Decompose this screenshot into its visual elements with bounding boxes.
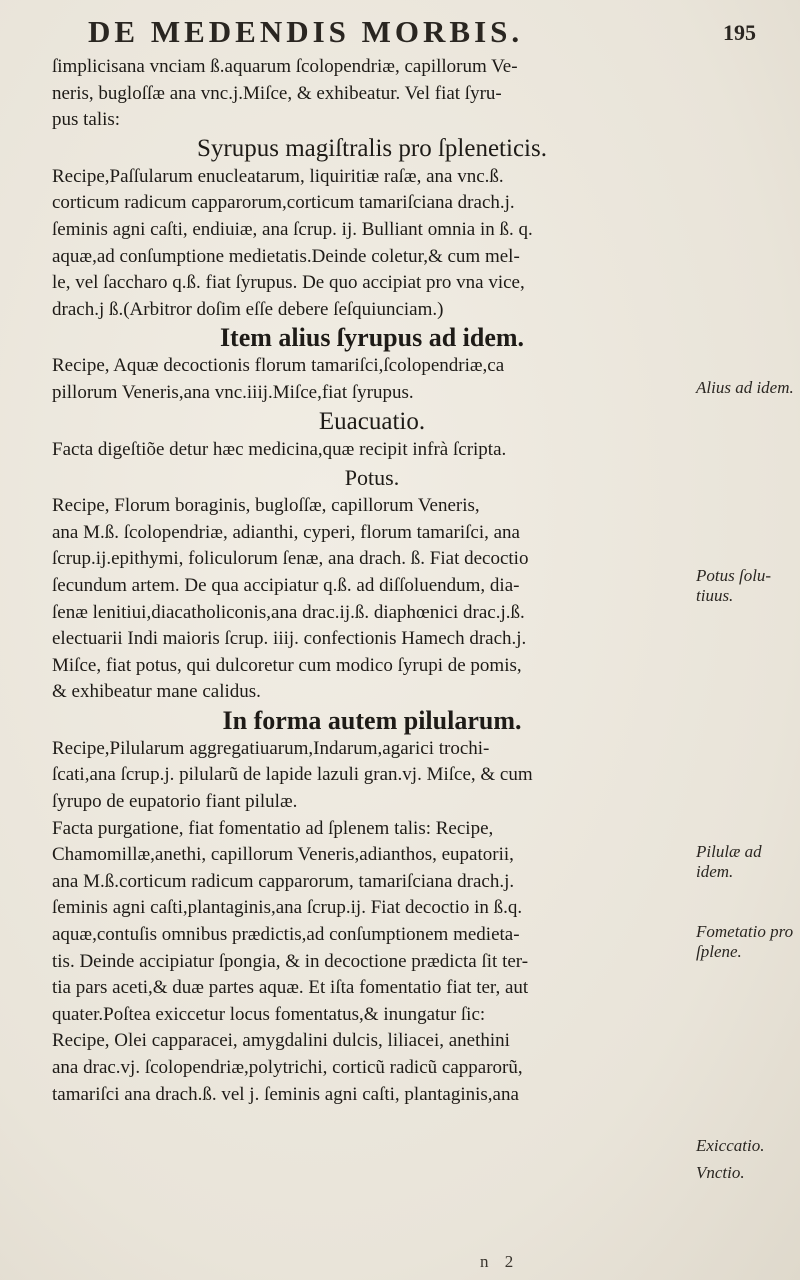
- text-line: Recipe, Olei capparacei, amygdalini dulcis, liliacei, anethini: [52, 1030, 510, 1052]
- text-line: neris, bugloſſæ ana vnc.j.Miſce, & exhibeatur. Vel fiat ſyru-: [52, 82, 502, 104]
- text-line: Facta digeſtiõe detur hæc medicina,quæ recipit infrà ſcripta.: [52, 438, 507, 460]
- margin-note-vnctio: Vnctio.: [696, 1163, 745, 1182]
- text-line: pus talis:: [52, 109, 121, 131]
- margin-note-fomentatio: Fometatio pro ſplene.: [696, 922, 794, 961]
- margin-note-exiccatio: Exiccatio.: [696, 1136, 765, 1155]
- text-line: le, vel ſaccharo q.ß. fiat ſyrupus. De quo accipiat pro vna vice,: [52, 272, 525, 294]
- text-line: ana M.ß. ſcolopendriæ, adianthi, cyperi, florum tamariſci, ana: [52, 521, 520, 543]
- section-heading: In forma autem pilularum.: [222, 705, 522, 735]
- text-line: & exhibeatur mane calidus.: [52, 681, 261, 703]
- page-number: 195: [723, 20, 756, 45]
- section-heading: Euacuatio.: [318, 407, 426, 435]
- body-text: [52, 54, 692, 1108]
- margin-note-pilulae: Pilulæ ad idem.: [696, 842, 762, 881]
- text-line: drach.j ß.(Arbitror doſim eſſe debere ſeſquiunciam.): [52, 298, 444, 320]
- text-line: ſyrupo de eupatorio fiant pilulæ.: [52, 791, 298, 813]
- text-line: tis. Deinde accipiatur ſpongia, & in decoctione prædicta ſit ter-: [52, 950, 529, 972]
- text-line: ſecundum artem. De qua accipiatur q.ß. ad diſſoluendum, dia-: [52, 574, 520, 596]
- text-line: corticum radicum capparorum,corticum tamariſciana drach.j.: [52, 192, 515, 214]
- text-line: ana drac.vj. ſcolopendriæ,polytrichi, corticũ radicũ capparorũ,: [52, 1057, 523, 1078]
- text-line: Recipe,Pilularum aggregatiuarum,Indarum,agarici trochi-: [52, 737, 490, 759]
- text-line: Miſce, fiat potus, qui dulcoretur cum modico ſyrupi de pomis,: [52, 654, 522, 676]
- signature-mark: n 2: [480, 1252, 520, 1271]
- text-line: ſeminis agni caſti,plantaginis,ana ſcrup.ij. Fiat decoctio in ß.q.: [52, 897, 523, 919]
- text-line: tia pars aceti,& duæ partes aquæ. Et iſta fomentatio fiat ter, aut: [52, 977, 529, 999]
- running-head: DE MEDENDIS MORBIS.: [88, 14, 524, 49]
- text-line: Recipe,Paſſularum enucleatarum, liquiritiæ raſæ, ana vnc.ß.: [52, 165, 504, 187]
- text-line: pillorum Veneris,ana vnc.iiij.Miſce,fiat ſyrupus.: [52, 381, 414, 403]
- text-line: aquæ,ad conſumptione medietatis.Deinde coletur,& cum mel-: [52, 245, 520, 267]
- text-line: quater.Poſtea exiccetur locus fomentatus,& inungatur ſic:: [52, 1003, 486, 1025]
- text-line: ſcrup.ij.epithymi, foliculorum ſenæ, ana drach. ß. Fiat decoctio: [52, 548, 529, 570]
- text-line: Chamomillæ,anethi, capillorum Veneris,adianthos, eupatorii,: [52, 844, 514, 866]
- text-line: ſenæ lenitiui,diacatholiconis,ana drac.ij.ß. diaphœnici drac.j.ß.: [52, 601, 525, 623]
- text-line: ſimplicisana vnciam ß.aquarum ſcolopendriæ, capillorum Ve-: [52, 56, 518, 77]
- text-line: Recipe, Aquæ decoctionis florum tamariſci,ſcolopendriæ,ca: [52, 355, 505, 377]
- text-line: Facta purgatione, fiat fomentatio ad ſplenem talis: Recipe,: [52, 817, 494, 839]
- text-line: tamariſci ana drach.ß. vel j. ſeminis agni caſti, plantaginis,ana: [52, 1083, 519, 1105]
- margin-note-potus: Potus ſolu-tiuus.: [696, 566, 772, 605]
- text-line: aquæ,contuſis omnibus prædictis,ad conſumptionem medieta-: [52, 924, 520, 946]
- margin-note-alius: Alius ad idem.: [696, 378, 794, 397]
- text-line: electuarii Indi maioris ſcrup. iiij. confectionis Hamech drach.j.: [52, 628, 527, 650]
- section-heading: Item alius ſyrupus ad idem.: [219, 323, 525, 353]
- text-line: Recipe, Florum boraginis, bugloſſæ, capillorum Veneris,: [52, 495, 480, 517]
- text-line: ana M.ß.corticum radicum capparorum, tamariſciana drach.j.: [52, 870, 515, 892]
- text-line: ſcati,ana ſcrup.j. pilularũ de lapide lazuli gran.vj. Miſce, & cum: [52, 764, 533, 786]
- section-heading: Syrupus magiſtralis pro ſpleneticis.: [197, 134, 547, 162]
- text-line: ſeminis agni caſti, endiuiæ, ana ſcrup. ij. Bulliant omnia in ß. q.: [52, 218, 533, 240]
- section-heading: Potus.: [344, 465, 400, 491]
